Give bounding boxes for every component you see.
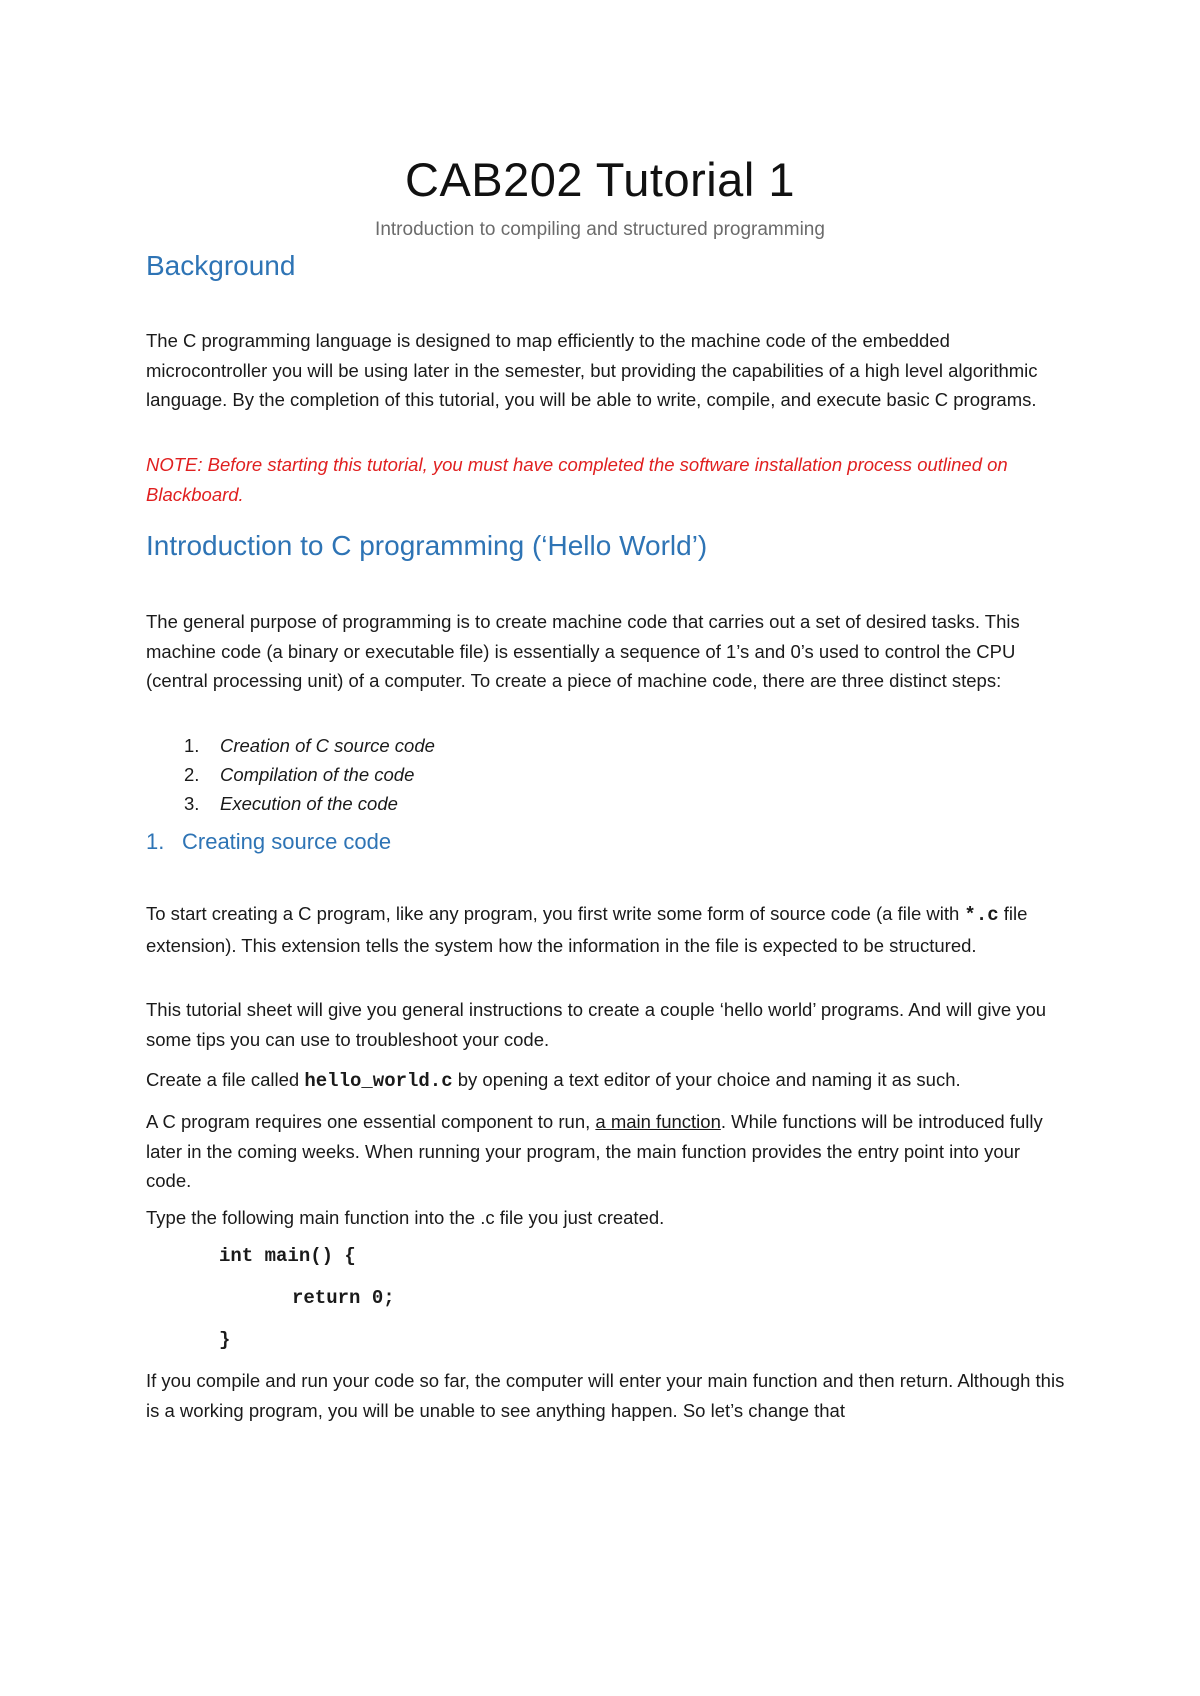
creating-paragraph-3: Create a file called hello_world.c by opening a text editor of your choice and naming it as such. [146,1069,961,1092]
creating-paragraph-4: A C program requires one essential component to run, a main function. While functions will be introduced fully later in the coming weeks. When running your program, the main function provides the entry point into your code. [146,1111,1043,1191]
creating-paragraph-1: To start creating a C program, like any program, you first write some form of source code (a file with *.c file extension). This extension tells the system how the information in the file is expected to be structured. [146,903,1028,956]
list-item: 3. Execution of the code [184,793,398,814]
creating-source-heading: 1. Creating source code [146,829,392,854]
creating-paragraph-1-block [146,899,1066,960]
installation-note: NOTE: Before starting this tutorial, you must have completed the software installation process outlined on Blackboard. [146,454,1008,505]
background-paragraph-block [146,326,1066,415]
file-extension-code: *.c [964,904,999,926]
creating-paragraph-4-block [146,1107,1066,1196]
steps-list [184,731,435,818]
document-title: CAB202 Tutorial 1 [405,153,795,206]
creating-paragraph-6-block [146,1366,1066,1425]
background-heading: Background [146,250,296,281]
creating-paragraph-3-block [146,1065,1066,1097]
code-line-3: } [219,1329,231,1351]
creating-paragraph-2: This tutorial sheet will give you general instructions to create a couple ‘hello world’ programs. And will give you some tips you can use to troubleshoot your code. [146,999,1047,1050]
intro-heading: Introduction to C programming (‘Hello World’) [146,530,708,561]
code-line-2: return 0; [292,1287,395,1309]
creating-paragraph-6: If you compile and run your code so far, the computer will enter your main function and then return. Although this is a working program, you will be unable to see anything happen. So let’s change that [146,1370,1065,1421]
code-line-1: int main() { [219,1245,356,1267]
creating-paragraph-2-block [146,995,1066,1054]
background-paragraph: The C programming language is designed to map efficiently to the machine code of the embedded microcontroller you will be using later in the semester, but providing the capabilities of a high level algorithmic language. By the completion of this tutorial, you will be able to write, compile, and execute basic C programs. [146,330,1038,410]
creating-paragraph-5-block [146,1203,1066,1233]
intro-paragraph: The general purpose of programming is to create machine code that carries out a set of desired tasks. This machine code (a binary or executable file) is essentially a sequence of 1’s and 0’s used to control the CPU (central processing unit) of a computer. To create a piece of machine code, there are three distinct steps: [146,611,1020,691]
document-subtitle: Introduction to compiling and structured programming [375,219,825,240]
intro-paragraph-block [146,607,1066,696]
list-item: 2. Compilation of the code [184,764,415,785]
list-item: 1. Creation of C source code [184,735,435,756]
filename-code: hello_world.c [304,1070,453,1092]
main-function-link[interactable]: a main function [595,1111,721,1132]
note-block [146,450,1066,509]
creating-paragraph-5: Type the following main function into the .c file you just created. [146,1207,665,1228]
